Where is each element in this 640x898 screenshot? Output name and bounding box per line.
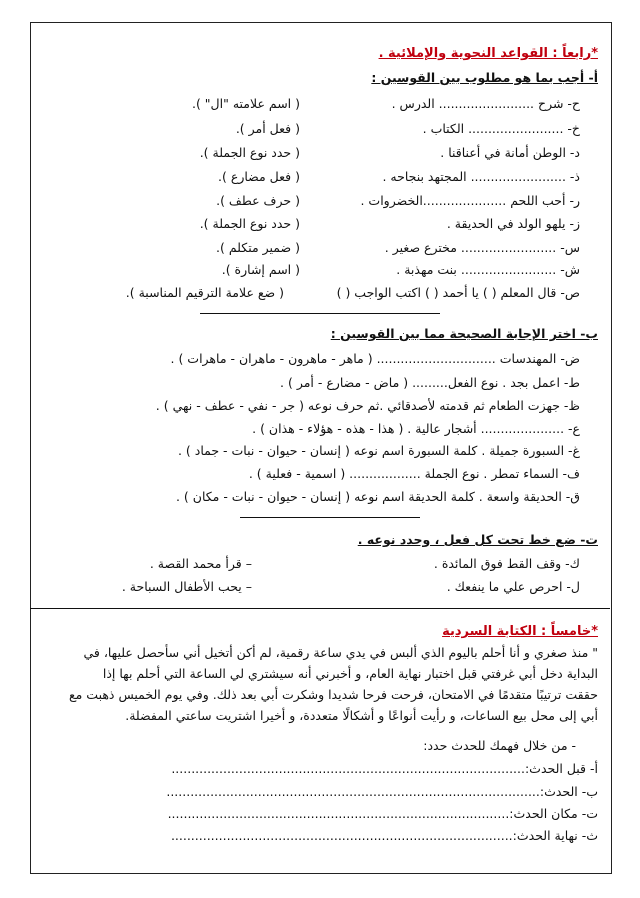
partA-hint: ( حدد نوع الجملة ). xyxy=(199,216,300,231)
partA-hint: ( فعل أمر ). xyxy=(235,121,300,136)
partC-item: – يحب الأطفال السباحة . xyxy=(121,579,252,594)
story-line: أبي إلى محل بيع الساعات، و رأيت أنواعًا و أشكالًا متعددة، و أخيرا اشتريت ساعتي المفضلة. xyxy=(125,708,598,723)
partA-question: د- الوطن أمانة في أعناقنا . xyxy=(440,145,580,160)
partA-question: خ- ........................ الكتاب . xyxy=(422,121,580,136)
partC-item: ك- وقف القط فوق المائدة . xyxy=(433,556,580,571)
partA-question: ز- يلهو الولد في الحديقة . xyxy=(446,216,580,231)
partA-instruction: أ- أجب بما هو مطلوب بين القوسين : xyxy=(371,70,598,85)
answer-line: ث- نهاية الحدث:...................................................................................... xyxy=(170,828,598,843)
partA-question: ح- شرح ........................ الدرس . xyxy=(391,96,580,111)
partA-hint: ( حدد نوع الجملة ). xyxy=(199,145,300,160)
answer-line: أ- قبل الحدث:......................................................................................... xyxy=(171,761,598,776)
story-line: حققت ترتيبًا متقدمًا في الامتحان، فرحت فرحا شديدا وشكرت أبي بعد ذلك. وفي يوم الخميس ذهبت مع xyxy=(68,687,598,702)
partC-item: ل- احرص علي ما ينفعك . xyxy=(446,579,580,594)
partB-item: ع- ..................... أشجار عالية . ( هذا - هذه - هؤلاء - هذان ) . xyxy=(252,421,580,436)
partA-hint: ( ضمير متكلم ). xyxy=(216,240,300,255)
partA-question: س- ........................ مخترع صغير . xyxy=(384,240,580,255)
section5-title: *خامساً : الكتابة السردية xyxy=(442,624,598,639)
section-divider xyxy=(200,313,440,314)
partB-item: ف- السماء تمطر . نوع الجملة .................. ( اسمية - فعلية ) . xyxy=(248,466,580,481)
partA-hint: ( اسم إشارة ). xyxy=(221,262,300,277)
partB-item: ظ- جهزت الطعام ثم قدمته لأصدقائي .ثم حرف نوعه ( جر - نفي - عطف - نهي ) . xyxy=(155,398,580,413)
answer-line: ب- الحدث:.............................................................................................. xyxy=(166,784,598,799)
partA-hint: ( ضع علامة الترقيم المناسبة ). xyxy=(125,285,284,300)
partB-item: ط- اعمل بجد . نوع الفعل......... ( ماض - مضارع - أمر ) . xyxy=(280,375,580,390)
section5-instruction: - من خلال فهمك للحدث حدد: xyxy=(423,738,576,753)
answer-line: ت- مكان الحدث:...................................................................................... xyxy=(167,806,598,821)
partA-question: ص- قال المعلم ( ) يا أحمد ( ) اكتب الواجب ( ) xyxy=(336,285,580,300)
partA-hint: ( حرف عطف ). xyxy=(216,193,300,208)
partB-item: ض- المهندسات .............................. ( ماهر - ماهرون - ماهران - ماهرات ) . xyxy=(170,351,580,366)
partB-item: ق- الحديقة واسعة . كلمة الحديقة اسم نوعه ( إنسان - حيوان - نبات - مكان ) . xyxy=(175,489,580,504)
section4-title: *رابعاً : القواعد النحوية والإملائية . xyxy=(378,46,598,61)
partC-item: – قرأ محمد القصة . xyxy=(149,556,252,571)
partA-question: ر- أحب اللحم .....................الخضروات . xyxy=(360,193,580,208)
partA-hint: ( اسم علامته "ال" ). xyxy=(191,96,300,111)
section-separator xyxy=(30,608,610,609)
partB-instruction: ب- اختر الإجابة الصحيحة مما بين القوسين : xyxy=(330,326,598,341)
story-line: " منذ صغري و أنا أحلم باليوم الذي ألبس في يدي ساعة رقمية، لم أكن أتخيل أني سأحصل عليها، في xyxy=(83,645,598,660)
partA-question: ش- ........................ بنت مهذبة . xyxy=(396,262,580,277)
partA-hint: ( فعل مضارع ). xyxy=(218,169,300,184)
partB-item: غ- السبورة جميلة . كلمة السبورة اسم نوعه ( إنسان - حيوان - نبات - جماد ) . xyxy=(177,443,580,458)
story-line: البداية دخل أبي غرفتي قبل اختبار نهاية العام، و أخبرني أنه سيشتري لي الساعة التي أحلم بها إذا xyxy=(102,666,598,681)
partA-question: ذ- ........................ المجتهد بنجاحه . xyxy=(382,169,580,184)
section-divider xyxy=(240,517,420,518)
partC-instruction: ت- ضع خط تحت كل فعل ، وحدد نوعه . xyxy=(357,532,598,547)
